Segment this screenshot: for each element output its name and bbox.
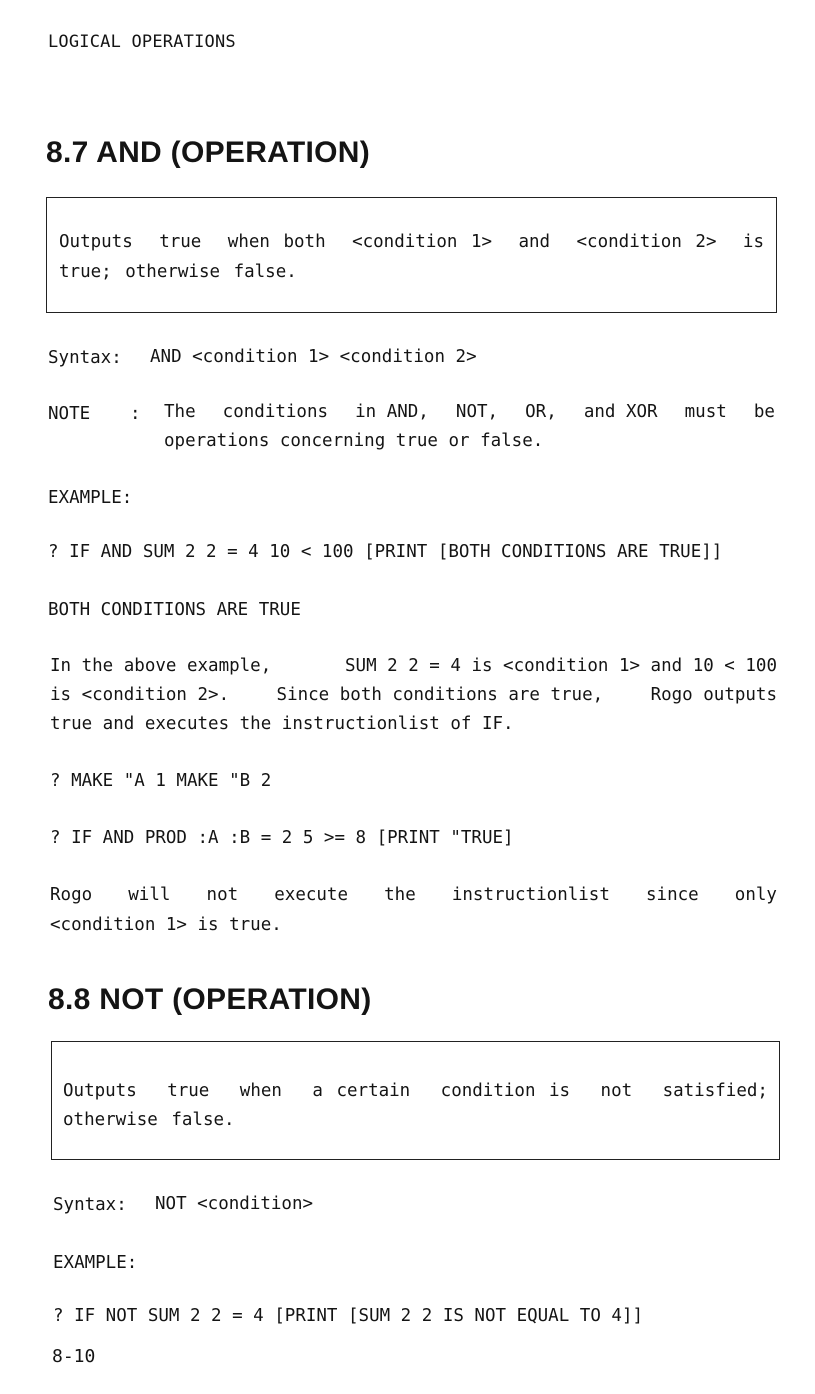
example-output-and: BOTH CONDITIONS ARE TRUE xyxy=(48,600,301,620)
example-code-not: ? IF NOT SUM 2 2 = 4 [PRINT [SUM 2 2 IS NOT EQUAL TO 4]] xyxy=(53,1306,644,1326)
syntax-label-and: Syntax: xyxy=(48,348,122,368)
word: and xyxy=(518,232,551,252)
word: be xyxy=(753,402,775,422)
word: OR, xyxy=(525,402,557,422)
explanation-line-3: true and executes the instructionlist of IF. xyxy=(50,714,514,734)
definition-line-1 xyxy=(59,228,764,257)
word: Outputs xyxy=(59,232,133,252)
definition-box-not xyxy=(51,1041,780,1160)
note-label: NOTE xyxy=(48,404,91,424)
word: in AND, xyxy=(355,402,429,422)
syntax-value-and: AND <condition 1> <condition 2> xyxy=(150,347,477,367)
example2-explanation-2: <condition 1> is true. xyxy=(50,915,282,935)
section-heading-and: 8.7 AND (OPERATION) xyxy=(46,136,371,169)
definition-line-1 xyxy=(63,1077,768,1106)
word: and XOR xyxy=(583,402,658,422)
word: is xyxy=(742,232,764,252)
definition-line-2: true; otherwise false. xyxy=(59,262,297,282)
page-number: 8-10 xyxy=(52,1346,96,1367)
word: when xyxy=(239,1081,282,1101)
phrase: In the above example, xyxy=(50,656,272,676)
word: instructionlist xyxy=(451,885,610,905)
explanation-line-2 xyxy=(50,681,777,710)
note-line-1 xyxy=(164,398,775,427)
word: <condition 2> xyxy=(576,232,717,252)
example2-code-2: ? IF AND PROD :A :B = 2 5 >= 8 [PRINT "TRUE] xyxy=(50,828,514,848)
definition-box-and xyxy=(46,197,777,313)
note-line-2: operations concerning true or false. xyxy=(164,431,544,451)
word: when both xyxy=(227,232,326,252)
word: conditions xyxy=(222,402,329,422)
note-colon: : xyxy=(130,404,141,424)
word: <condition 1> xyxy=(352,232,493,252)
phrase: Rogo outputs xyxy=(650,685,777,705)
word: The xyxy=(164,402,196,422)
word: true xyxy=(167,1081,210,1101)
word: Rogo xyxy=(50,885,93,905)
word: condition is xyxy=(440,1081,571,1101)
phrase: is <condition 2>. xyxy=(50,685,230,705)
running-head: LOGICAL OPERATIONS xyxy=(48,32,236,52)
word: execute xyxy=(274,885,349,905)
word: the xyxy=(384,885,416,905)
example2-code-1: ? MAKE "A 1 MAKE "B 2 xyxy=(50,771,272,791)
definition-line-2: otherwise false. xyxy=(63,1110,235,1130)
word: Outputs xyxy=(63,1081,137,1101)
word: satisfied; xyxy=(662,1081,768,1101)
syntax-label-not: Syntax: xyxy=(53,1195,127,1215)
word: true xyxy=(159,232,202,252)
example2-explanation-1 xyxy=(50,881,777,910)
word: since xyxy=(646,885,699,905)
word: not xyxy=(600,1081,633,1101)
phrase: SUM 2 2 = 4 is <condition 1> and 10 < 100 xyxy=(345,656,777,676)
example-label-and: EXAMPLE: xyxy=(48,488,133,508)
word: will xyxy=(128,885,171,905)
explanation-line-1 xyxy=(50,652,777,681)
word: not xyxy=(206,885,239,905)
word: NOT, xyxy=(455,402,499,422)
word: only xyxy=(734,885,777,905)
section-heading-not: 8.8 NOT (OPERATION) xyxy=(48,983,372,1016)
example-label-not: EXAMPLE: xyxy=(53,1253,138,1273)
word: must xyxy=(684,402,727,422)
phrase: Since both conditions are true, xyxy=(276,685,604,705)
example-code-and: ? IF AND SUM 2 2 = 4 10 < 100 [PRINT [BOTH CONDITIONS ARE TRUE]] xyxy=(48,542,723,562)
syntax-value-not: NOT <condition> xyxy=(155,1194,314,1214)
word: a certain xyxy=(312,1081,411,1101)
